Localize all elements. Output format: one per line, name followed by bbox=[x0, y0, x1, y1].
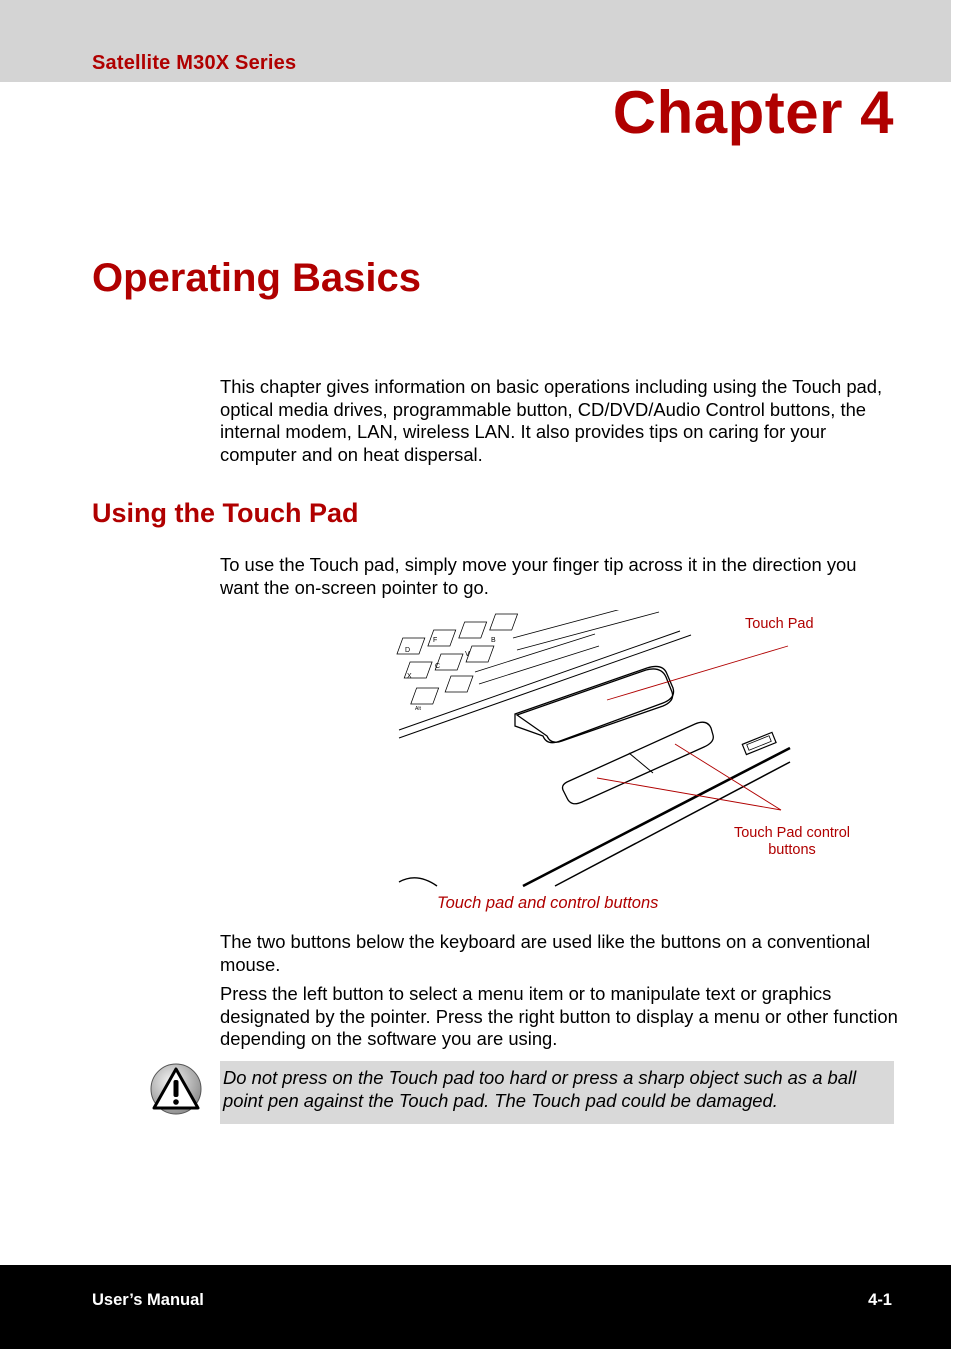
buttons-callout-line-2: buttons bbox=[768, 842, 816, 858]
key-label-v: V bbox=[465, 651, 470, 658]
intro-paragraph: This chapter gives information on basic operations including using the Touch pad, optical media drives, programmable button, CD/DVD/Audio Control buttons, the internal modem, LAN, wireless LAN. It also provides tips on caring for your computer and on heat dispersal. bbox=[220, 376, 883, 465]
touchpad-callout-label: Touch Pad bbox=[745, 616, 814, 632]
section-title: Operating Basics bbox=[92, 256, 422, 300]
key-label-d: D bbox=[405, 647, 411, 654]
buttons-callout-label bbox=[724, 825, 860, 859]
footer-page-number: 4-1 bbox=[868, 1291, 892, 1309]
subsection-title: Using the Touch Pad bbox=[92, 498, 359, 528]
footer-manual-label: User’s Manual bbox=[92, 1291, 204, 1309]
chapter-title: Chapter 4 bbox=[612, 79, 894, 146]
key-label-f: F bbox=[433, 637, 438, 644]
touchpad-paragraph-2: The two buttons below the keyboard are used like the buttons on a conventional mouse. bbox=[220, 931, 871, 975]
key-label-alt: Alt bbox=[415, 706, 421, 712]
series-title: Satellite M30X Series bbox=[92, 52, 297, 74]
warning-icon bbox=[148, 1062, 204, 1116]
touchpad-paragraph-3: Press the left button to select a menu item or to manipulate text or graphics designated by the pointer. Press the right button to display a menu or other function depending on the software you are using. bbox=[220, 983, 898, 1049]
buttons-callout-line-1: Touch Pad control bbox=[733, 825, 851, 841]
key-label-c: C bbox=[435, 663, 441, 670]
key-label-x: X bbox=[407, 673, 412, 680]
figure-caption: Touch pad and control buttons bbox=[437, 894, 659, 912]
touchpad-paragraph-1: To use the Touch pad, simply move your finger tip across it in the direction you want the on-screen pointer to go. bbox=[220, 554, 857, 598]
key-label-b: B bbox=[491, 637, 496, 644]
warning-text: Do not press on the Touch pad too hard or press a sharp object such as a ball point pen against the Touch pad. The Touch pad could be damaged. bbox=[223, 1067, 857, 1111]
